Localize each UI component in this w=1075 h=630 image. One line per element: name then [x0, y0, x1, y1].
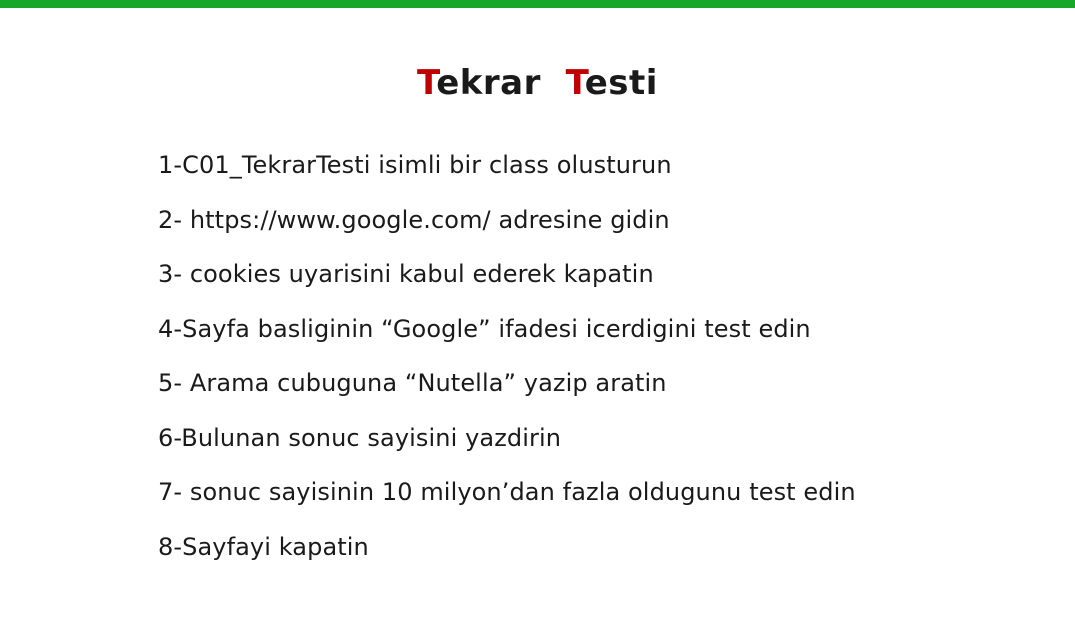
- step-item: 7- sonuc sayisinin 10 milyon’dan fazla oldugunu test edin: [158, 478, 856, 506]
- title-initial-2: T: [565, 62, 585, 103]
- title-rest-1: ekrar: [436, 62, 541, 103]
- step-item: 3- cookies uyarisini kabul ederek kapatin: [158, 260, 654, 288]
- step-item: 6-Bulunan sonuc sayisini yazdirin: [158, 423, 562, 452]
- title-rest-2: esti: [584, 62, 658, 103]
- step-item: 1-C01_TekrarTesti isimli bir class olusturun: [158, 151, 672, 179]
- step-item: 2- https://www.google.com/ adresine gidin: [158, 205, 670, 234]
- step-item: 8-Sayfayi kapatin: [158, 532, 369, 561]
- page-title: [0, 59, 1075, 107]
- steps-list: [158, 138, 856, 574]
- step-item: 5- Arama cubuguna “Nutella” yazip aratin: [158, 369, 667, 397]
- top-accent-bar: [0, 0, 1075, 8]
- step-item: 4-Sayfa basliginin “Google” ifadesi icerdigini test edin: [158, 314, 811, 343]
- title-initial-1: T: [417, 62, 437, 103]
